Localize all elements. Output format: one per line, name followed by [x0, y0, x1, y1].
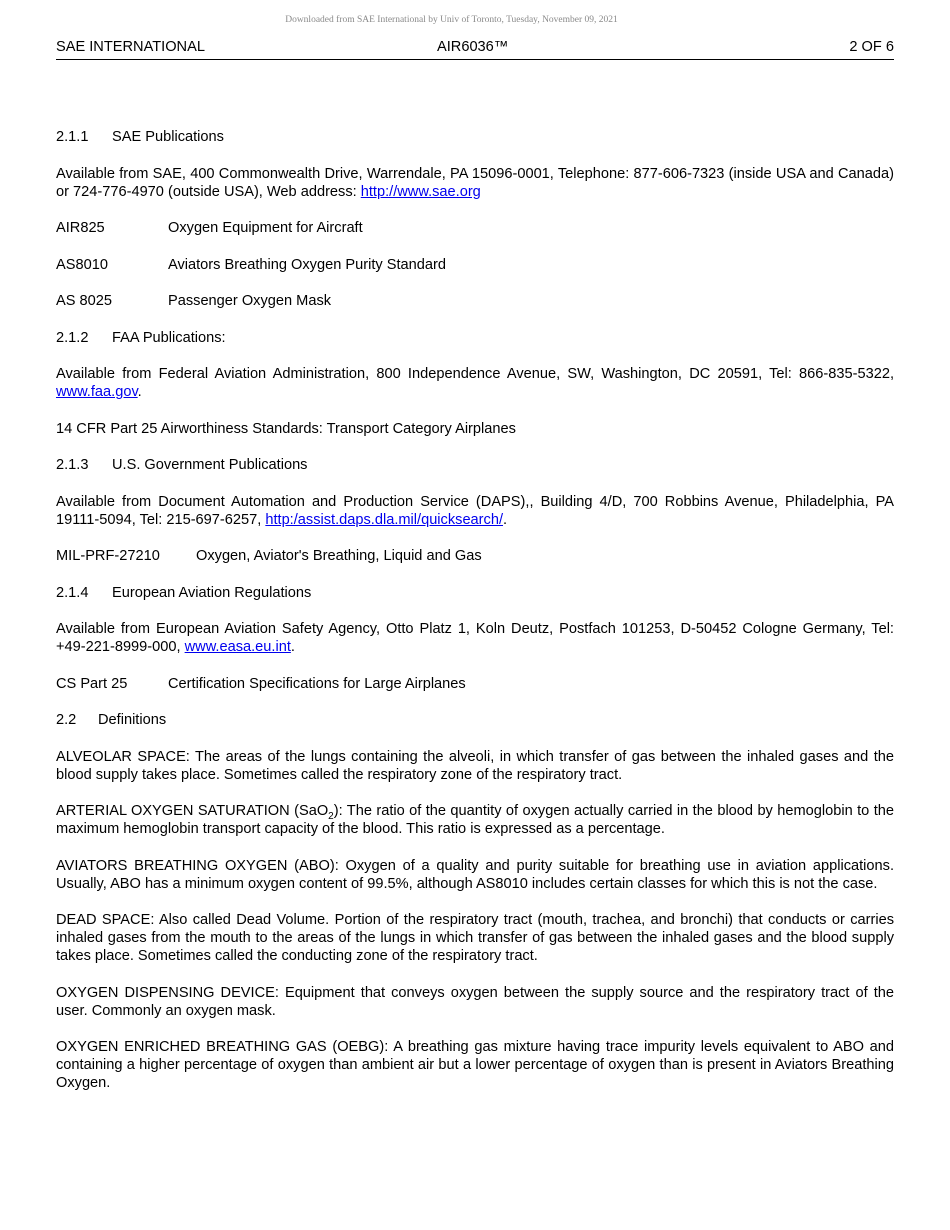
- reference-code: AS8010: [56, 256, 108, 273]
- section-title: U.S. Government Publications: [112, 457, 308, 473]
- availability-text: Available from European Aviation Safety Agency, Otto Platz 1, Koln Deutz, Postfach 101253, D-50452 Cologne Germany, Tel: +49-221-8999-000,: [56, 621, 894, 655]
- daps-availability-paragraph: [56, 493, 894, 529]
- reference-title: Certification Specifications for Large Airplanes: [168, 675, 466, 692]
- reference-entry: [56, 219, 894, 237]
- section-title: FAA Publications:: [112, 329, 226, 346]
- sae-website-link[interactable]: http://www.sae.org: [360, 183, 481, 200]
- availability-text: Available from Federal Aviation Administration, 800 Independence Avenue, SW, Washington, DC 20591, Tel: 866-835-5322,: [56, 366, 894, 382]
- easa-website-link[interactable]: www.easa.eu.int: [184, 639, 291, 655]
- reference-code: AIR825: [56, 220, 105, 236]
- availability-text: Available from Document Automation and Production Service (DAPS),, Building 4/D, 700 Robbins Avenue, Philadelphia, PA 19111-5094, Tel: 215-697-6257,: [56, 493, 894, 528]
- section-title: SAE Publications: [112, 129, 224, 145]
- section-number: 2.1.2: [56, 329, 89, 346]
- header-publisher: SAE INTERNATIONAL: [56, 39, 205, 55]
- punctuation: .: [137, 384, 142, 400]
- availability-text: Available from SAE, 400 Commonwealth Drive, Warrendale, PA 15096-0001, Telephone: 877-606-7323 (inside USA and Canada) or 724-776-4970 (outside USA), Web address:: [56, 165, 894, 200]
- definition-oebg: OXYGEN ENRICHED BREATHING GAS (OEBG): A breathing gas mixture having trace impurity levels equivalent to ABO and containing a higher percentage of oxygen than ambient air but a lower percentage of oxygen than is present in Aviators Breathing Oxygen.: [56, 1039, 894, 1091]
- section-number: 2.1.3: [56, 457, 89, 473]
- definition-alveolar-space: ALVEOLAR SPACE: The areas of the lungs containing the alveoli, in which transfer of gas between the inhaled gases and the blood supply takes place. Sometimes called the respiratory zone of the respiratory tract.: [56, 748, 894, 783]
- header-document-number: AIR6036™: [437, 39, 509, 55]
- page-header: [56, 38, 894, 60]
- easa-availability-paragraph: [56, 620, 894, 656]
- definition-aviators-breathing-oxygen: AVIATORS BREATHING OXYGEN (ABO): Oxygen of a quality and purity suitable for breathing use in aviation applications. Usually, ABO has a minimum oxygen content of 99.5%, although AS8010 includes certain classes for which this is not the case.: [56, 857, 894, 892]
- definition-text: ARTERIAL OXYGEN SATURATION (SaO: [56, 803, 329, 819]
- reference-code: AS 8025: [56, 293, 112, 309]
- faa-availability-paragraph: [56, 365, 894, 401]
- sae-availability-paragraph: [56, 165, 894, 201]
- reference-title: Oxygen, Aviator's Breathing, Liquid and Gas: [196, 548, 482, 564]
- section-heading-2-1-4: [56, 584, 894, 602]
- punctuation: .: [290, 639, 295, 655]
- section-title: European Aviation Regulations: [112, 584, 312, 601]
- section-heading-2-1-2: [56, 329, 894, 347]
- reference-entry: [56, 256, 894, 274]
- reference-title: Passenger Oxygen Mask: [168, 293, 332, 309]
- download-watermark: Downloaded from SAE International by Univ of Toronto, Tuesday, November 09, 2021: [285, 15, 618, 25]
- section-heading-2-1-3: [56, 456, 894, 474]
- section-number: 2.2: [56, 712, 77, 728]
- faa-website-link[interactable]: www.faa.gov: [56, 384, 138, 400]
- reference-title: Oxygen Equipment for Aircraft: [168, 220, 363, 236]
- reference-code: CS Part 25: [56, 675, 128, 692]
- section-number: 2.1.1: [56, 129, 89, 145]
- punctuation: .: [503, 511, 508, 528]
- definition-text: ): The ratio of the quantity of oxygen actually carried in the blood by hemoglobin to the maximum hemoglobin transport capacity of the blood. This ratio is expressed as a percentage.: [56, 803, 894, 837]
- section-heading-2-2: [56, 711, 894, 729]
- reference-entry: [56, 547, 894, 565]
- reference-code: MIL-PRF-27210: [56, 548, 160, 564]
- reference-title: 14 CFR Part 25 Airworthiness Standards: Transport Category Airplanes: [56, 420, 516, 437]
- section-title: Definitions: [98, 712, 167, 728]
- definition-arterial-oxygen-saturation: [56, 802, 894, 838]
- reference-entry: [56, 675, 894, 693]
- reference-entry: [56, 420, 894, 438]
- header-page-number: 2 OF 6: [849, 39, 894, 55]
- definition-oxygen-dispensing-device: OXYGEN DISPENSING DEVICE: Equipment that conveys oxygen between the supply source and the respiratory tract of the user. Commonly an oxygen mask.: [56, 984, 894, 1019]
- section-number: 2.1.4: [56, 584, 89, 601]
- definition-dead-space: DEAD SPACE: Also called Dead Volume. Portion of the respiratory tract (mouth, trachea, and bronchi) that conducts or carries inhaled gases from the mouth to the areas of the lungs in which transfer of gas between the inhaled gases and the blood supply takes place. Sometimes called the conducting zone of the respiratory tract.: [56, 912, 894, 964]
- daps-website-link[interactable]: http:/assist.daps.dla.mil/quicksearch/: [265, 511, 504, 528]
- document-body: [56, 128, 894, 1092]
- reference-entry: [56, 292, 894, 310]
- section-heading-2-1-1: [56, 128, 894, 146]
- subscript: 2: [328, 810, 334, 822]
- reference-title: Aviators Breathing Oxygen Purity Standard: [168, 256, 446, 273]
